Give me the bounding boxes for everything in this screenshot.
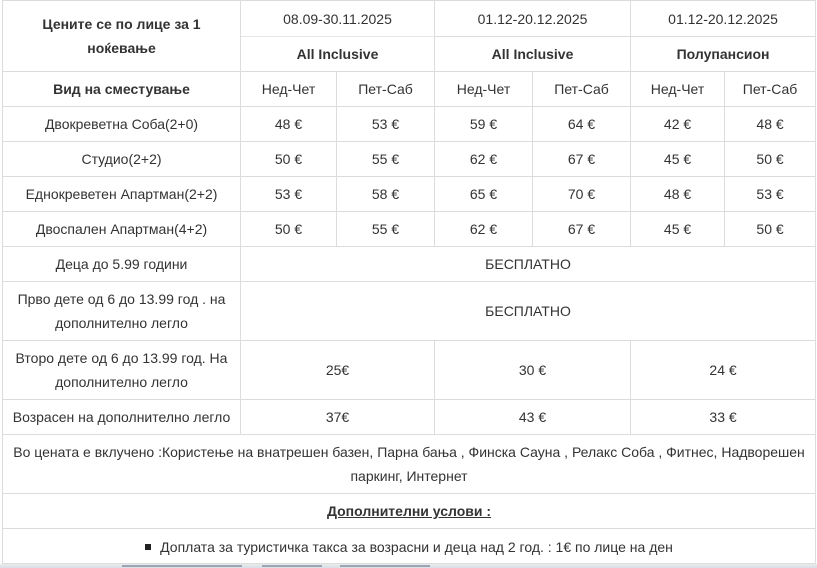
- extra-bed-row: [3, 400, 816, 435]
- conditions-title-row: [3, 494, 816, 529]
- price-cell: 53 €: [725, 177, 816, 212]
- board-type-1: All Inclusive: [241, 37, 435, 72]
- room-row: [3, 212, 816, 247]
- free-value: БЕСПЛАТНО: [241, 247, 816, 282]
- price-cell: 50 €: [241, 142, 337, 177]
- price-cell: 55 €: [337, 212, 435, 247]
- price-cell: 48 €: [241, 107, 337, 142]
- price-cell: 42 €: [631, 107, 725, 142]
- price-cell: 59 €: [435, 107, 533, 142]
- price-cell: 55 €: [337, 142, 435, 177]
- board-type-2: All Inclusive: [435, 37, 631, 72]
- price-cell: 48 €: [725, 107, 816, 142]
- room-name: Еднокреветен Апартман(2+2): [3, 177, 241, 212]
- price-cell: 65 €: [435, 177, 533, 212]
- extra-bed-price: 33 €: [631, 400, 816, 435]
- extra-bed-price: 25€: [241, 341, 435, 400]
- price-cell: 70 €: [533, 177, 631, 212]
- children-label: Прво дете од 6 до 13.99 год . на дополнително легло: [3, 282, 241, 341]
- price-cell: 45 €: [631, 142, 725, 177]
- price-cell: 48 €: [631, 177, 725, 212]
- children-row: [3, 247, 816, 282]
- day-range: Пет-Саб: [533, 72, 631, 107]
- conditions-list: [3, 529, 816, 564]
- condition-text: Доплата за туристичка такса за возрасни и деца над 2 год. : 1€ по лице на ден: [160, 539, 673, 555]
- extra-bed-label: Второ дете од 6 до 13.99 год. На дополнително легло: [3, 341, 241, 400]
- extra-bed-price: 37€: [241, 400, 435, 435]
- bullet-icon: [145, 544, 151, 550]
- free-value: БЕСПЛАТНО: [241, 282, 816, 341]
- price-cell: 64 €: [533, 107, 631, 142]
- price-cell: 50 €: [725, 212, 816, 247]
- day-range: Пет-Саб: [725, 72, 816, 107]
- price-cell: 58 €: [337, 177, 435, 212]
- period-3: 01.12-20.12.2025: [631, 1, 816, 37]
- price-cell: 62 €: [435, 142, 533, 177]
- extra-bed-row: [3, 341, 816, 400]
- room-row: [3, 142, 816, 177]
- period-1: 08.09-30.11.2025: [241, 1, 435, 37]
- period-2: 01.12-20.12.2025: [435, 1, 631, 37]
- extra-bed-price: 43 €: [435, 400, 631, 435]
- room-row: [3, 107, 816, 142]
- header-row: [3, 1, 816, 37]
- accommodation-type-heading: Вид на сместување: [3, 72, 241, 107]
- included-row: [3, 435, 816, 494]
- price-cell: 45 €: [631, 212, 725, 247]
- room-row: [3, 177, 816, 212]
- price-cell: 67 €: [533, 142, 631, 177]
- price-cell: 50 €: [725, 142, 816, 177]
- price-table: [2, 0, 816, 564]
- price-cell: 67 €: [533, 212, 631, 247]
- day-range: Нед-Чет: [435, 72, 533, 107]
- day-range: Нед-Чет: [631, 72, 725, 107]
- table-corner-heading: [3, 1, 241, 72]
- price-cell: 53 €: [337, 107, 435, 142]
- conditions-row: [3, 529, 816, 564]
- subheader-row: [3, 72, 816, 107]
- divider: [122, 565, 242, 567]
- extra-bed-price: 24 €: [631, 341, 816, 400]
- room-name: Студио(2+2): [3, 142, 241, 177]
- price-cell: 50 €: [241, 212, 337, 247]
- price-cell: 62 €: [435, 212, 533, 247]
- extra-bed-label: Возрасен на дополнително легло: [3, 400, 241, 435]
- room-name: Двокреветна Соба(2+0): [3, 107, 241, 142]
- extra-bed-price: 30 €: [435, 341, 631, 400]
- board-type-3: Полупансион: [631, 37, 816, 72]
- included-services: Во цената е вклучено :Користење на внатрешен базен, Парна бања , Финска Сауна , Релакс Соба , Фитнес, Надворешен паркинг, Интернет: [3, 435, 816, 494]
- divider: [340, 565, 430, 567]
- next-section-edge: [0, 564, 817, 568]
- price-cell: 53 €: [241, 177, 337, 212]
- corner-line-1: Цените се по лице за 1: [42, 16, 201, 32]
- conditions-title: Дополнителни услови :: [3, 494, 816, 529]
- divider: [262, 565, 322, 567]
- day-range: Пет-Саб: [337, 72, 435, 107]
- day-range: Нед-Чет: [241, 72, 337, 107]
- children-row: [3, 282, 816, 341]
- children-label: Деца до 5.99 години: [3, 247, 241, 282]
- room-name: Двоспален Апартман(4+2): [3, 212, 241, 247]
- list-item: [145, 535, 673, 559]
- corner-line-2: ноќевање: [87, 40, 156, 56]
